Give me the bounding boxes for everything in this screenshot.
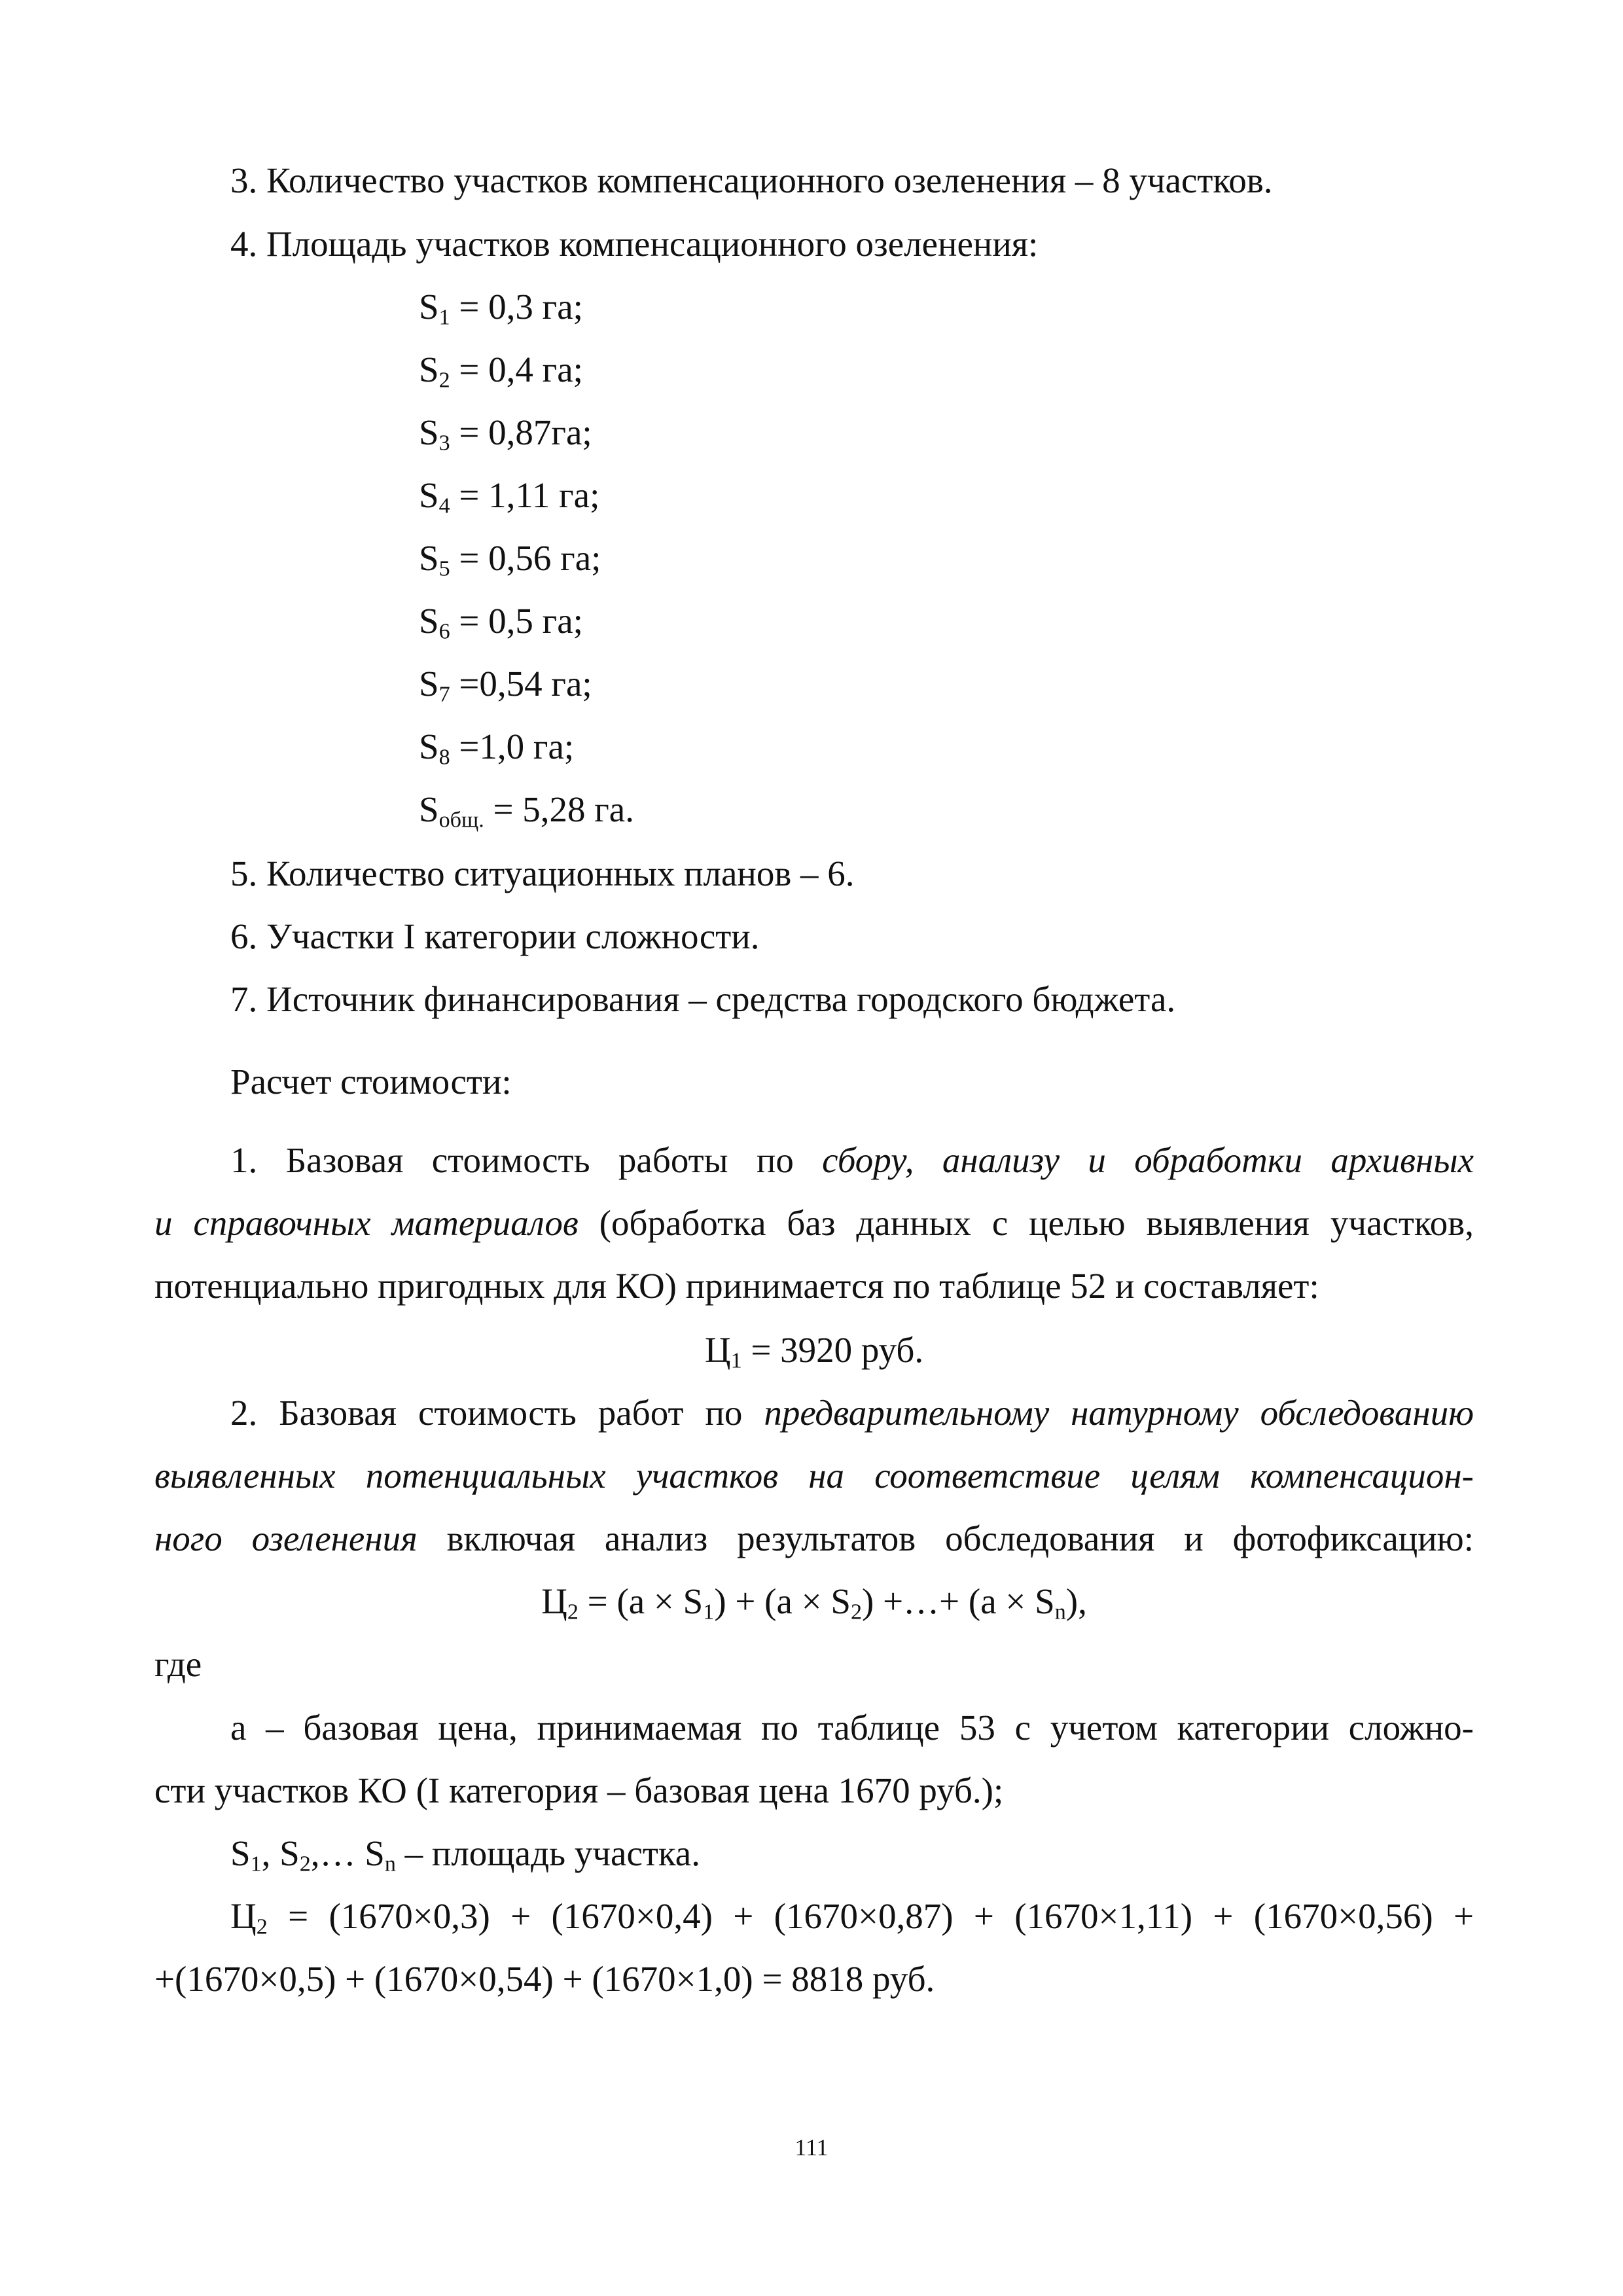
italic-run: ного озеленения — [154, 1518, 418, 1558]
formula-subscript: 2 — [299, 1852, 311, 1876]
area-symbol: S — [419, 412, 439, 452]
formula-2 — [154, 1581, 1474, 1624]
formula-subscript: 2 — [851, 1600, 863, 1624]
formula-subscript: 2 — [256, 1914, 268, 1939]
area-subscript: 3 — [438, 431, 450, 456]
area-subscript: 8 — [438, 745, 450, 770]
formula-subscript: 1 — [250, 1852, 262, 1876]
list-item-3 — [230, 162, 1273, 198]
area-subscript: 1 — [438, 305, 450, 330]
formula-3-line-2: +(1670×0,5) + (1670×0,54) + (1670×1,0) = 8818 руб. — [154, 1959, 935, 1999]
list-text: Источник финансирования – средства городского бюджета. — [266, 979, 1176, 1019]
area-subscript: общ. — [438, 808, 484, 833]
text-run: 2. Базовая стоимость работ по — [230, 1393, 764, 1433]
definition-a-line-1: a – базовая цена, принимаемая по таблице 53 с учетом категории сложно- — [230, 1708, 1474, 1748]
formula-symbol: Ц — [230, 1896, 257, 1936]
text-run: включая анализ результатов обследования и фотофиксацию: — [417, 1518, 1474, 1558]
area-symbol: S — [419, 726, 439, 766]
paragraph-1-line-2 — [154, 1205, 1474, 1241]
paragraph-2-line-3 — [154, 1520, 1474, 1556]
area-symbol: S — [419, 601, 439, 641]
formula-symbol: Ц — [704, 1330, 731, 1370]
area-value: = 0,56 га; — [450, 538, 601, 578]
list-number: 4. — [230, 224, 258, 264]
area-line-5 — [419, 538, 601, 581]
paragraph-2-line-2 — [154, 1458, 1474, 1494]
italic-run: сбору, анализу и обработки архивных — [822, 1140, 1474, 1180]
formula-rest: = (1670×0,3) + (1670×0,4) + (1670×0,87) + (1670×1,11) + (1670×0,56) + — [267, 1896, 1474, 1936]
area-subscript: 4 — [438, 493, 450, 518]
list-number: 5. — [230, 853, 258, 893]
area-value: = 0,4 га; — [450, 350, 583, 389]
area-line-total — [419, 789, 634, 833]
area-symbol: S — [419, 664, 439, 704]
area-line-7 — [419, 664, 592, 707]
list-text: Участки I категории сложности. — [266, 916, 760, 956]
definition-a-line-2: сти участков КО (I категория – базовая цена 1670 руб.); — [154, 1770, 1004, 1810]
formula-subscript: 2 — [567, 1600, 579, 1624]
italic-run: и справочных материалов — [154, 1203, 579, 1243]
formula-part: Ц — [541, 1581, 567, 1621]
list-number: 7. — [230, 979, 258, 1019]
formula-subscript: 1 — [703, 1600, 715, 1624]
area-subscript: 2 — [438, 368, 450, 393]
area-value: = 0,87га; — [450, 412, 592, 452]
area-value: =0,54 га; — [450, 664, 592, 704]
text-run: 1. Базовая стоимость работы по — [230, 1140, 823, 1180]
formula-3-line-1 — [230, 1896, 1474, 1939]
area-symbol: S — [419, 287, 439, 327]
paragraph-2-line-1 — [230, 1395, 1474, 1431]
list-item-7 — [230, 981, 1175, 1017]
area-subscript: 5 — [438, 556, 450, 581]
area-line-3 — [419, 412, 592, 456]
definition-s — [230, 1833, 700, 1876]
area-subscript: 7 — [438, 682, 450, 707]
page-number: 111 — [794, 2134, 829, 2161]
list-text: Количество участков компенсационного озеленения – 8 участков. — [266, 160, 1273, 200]
formula-part: ), — [1065, 1581, 1087, 1621]
area-subscript: 6 — [438, 619, 450, 644]
formula-1 — [154, 1330, 1474, 1373]
area-symbol: S — [419, 538, 439, 578]
list-item-5 — [230, 855, 855, 891]
formula-subscript: n — [1054, 1600, 1066, 1624]
list-number: 6. — [230, 916, 258, 956]
list-number: 3. — [230, 160, 258, 200]
area-line-1 — [419, 287, 583, 330]
paragraph-1-line-1 — [230, 1142, 1474, 1178]
area-value: = 5,28 га. — [484, 789, 634, 829]
area-symbol: S — [419, 789, 439, 829]
area-value: = 0,5 га; — [450, 601, 583, 641]
text-run: ,… S — [310, 1833, 385, 1873]
formula-part: = (a × S — [578, 1581, 704, 1621]
paragraph-1-line-3: потенциально пригодных для КО) принимается по таблице 52 и составляет: — [154, 1266, 1319, 1306]
formula-subscript: n — [384, 1852, 396, 1876]
formula-subscript: 1 — [730, 1348, 742, 1373]
where-label: где — [154, 1644, 202, 1684]
list-text: Количество ситуационных планов – 6. — [266, 853, 855, 893]
italic-run: предварительному натурному обследованию — [764, 1393, 1474, 1433]
list-item-6 — [230, 918, 759, 954]
formula-rest: = 3920 руб. — [741, 1330, 924, 1370]
text-run: , S — [261, 1833, 300, 1873]
area-value: =1,0 га; — [450, 726, 575, 766]
area-symbol: S — [419, 475, 439, 515]
area-line-8 — [419, 726, 575, 770]
calc-heading: Расчет стоимости: — [230, 1062, 512, 1102]
area-value: = 1,11 га; — [450, 475, 600, 515]
list-item-4 — [230, 226, 1038, 262]
formula-part: ) +…+ (a × S — [862, 1581, 1055, 1621]
area-symbol: S — [419, 350, 439, 389]
area-line-2 — [419, 350, 583, 393]
text-run: (обработка баз данных с целью выявления участков, — [578, 1203, 1474, 1243]
list-text: Площадь участков компенсационного озеленения: — [266, 224, 1039, 264]
area-line-4 — [419, 475, 600, 518]
area-value: = 0,3 га; — [450, 287, 583, 327]
text-run: – площадь участка. — [395, 1833, 700, 1873]
formula-part: ) + (a × S — [714, 1581, 851, 1621]
text-run: S — [230, 1833, 251, 1873]
italic-run: выявленных потенциальных участков на соответствие целям компенсацион- — [154, 1456, 1474, 1496]
area-line-6 — [419, 601, 583, 644]
